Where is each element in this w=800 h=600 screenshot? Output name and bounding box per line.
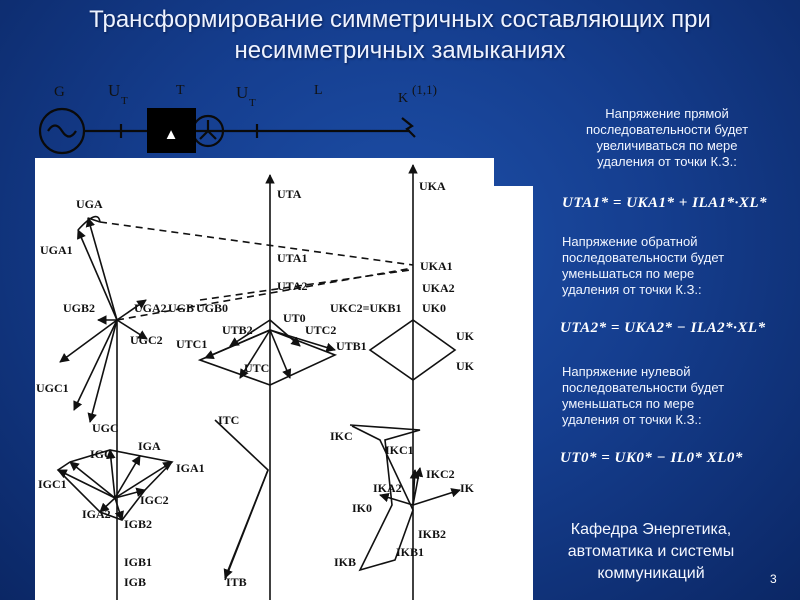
label-ikb: IKB <box>334 555 357 569</box>
label-ut0: UT0 <box>283 311 306 325</box>
note-zero <box>562 364 762 428</box>
label-ikc2: IKC2 <box>426 467 455 481</box>
label-itb: ITB <box>226 575 247 589</box>
formula-zero: UT0* = UK0* − IL0* XL0* <box>560 450 743 466</box>
label-utc1: UTC1 <box>176 337 208 351</box>
label-ukc2kb1: UKC2=UKB1 <box>330 301 402 315</box>
note-negative-l4: удаления от точки К.З.: <box>562 282 702 297</box>
label-uga1: UGA1 <box>40 243 73 257</box>
label-igc: IGC <box>90 447 113 461</box>
label-ika2: IKA2 <box>373 481 402 495</box>
title-line-1: Трансформирование симметричных составляющих при <box>89 6 711 33</box>
label-ugb: UGB <box>168 301 195 315</box>
label-igb1: IGB1 <box>124 555 153 569</box>
label-uta2: UTA2 <box>277 279 308 293</box>
formula-negative: UTA2* = UKA2* − ILA2*·XL* <box>560 320 766 336</box>
transformer-label: T <box>176 83 185 98</box>
label-uta: UTA <box>277 187 302 201</box>
note-positive <box>562 106 772 170</box>
label-igc2: IGC2 <box>140 493 169 507</box>
label-ikc: IKC <box>330 429 353 443</box>
label-ik: IK <box>460 481 475 495</box>
fault-type-label: (1,1) <box>412 82 437 97</box>
note-zero-l2: последовательности будет <box>562 380 725 395</box>
fault-point-label: K <box>398 91 409 106</box>
label-uk0: UK0 <box>422 301 446 315</box>
u-line-label: U <box>236 83 249 102</box>
label-uta1: UTA1 <box>277 251 308 265</box>
label-igb2: IGB2 <box>124 517 153 531</box>
note-zero-l4: удаления от точки К.З.: <box>562 412 702 427</box>
u-gen-sub: Т <box>121 95 128 107</box>
u-line-sub: T <box>249 97 256 109</box>
label-ikb1: IKB1 <box>396 545 425 559</box>
label-igc1: IGC1 <box>38 477 67 491</box>
label-ugc: UGC <box>92 421 119 435</box>
label-iga1: IGA1 <box>176 461 205 475</box>
note-zero-l3: уменьшаться по мере <box>562 396 695 411</box>
department-caption <box>543 519 759 585</box>
note-positive-l4: удаления от точки К.З.: <box>597 154 737 169</box>
title-line-2: несимметричных замыканиях <box>234 37 566 64</box>
note-negative-l3: уменьшаться по мере <box>562 266 695 281</box>
department-line-2: автоматика и системы <box>567 543 735 560</box>
note-positive-l2: последовательности будет <box>585 122 749 137</box>
label-igb: IGB <box>124 575 147 589</box>
label-utb2: UTB2 <box>222 323 253 337</box>
label-ugc2: UGC2 <box>130 333 163 347</box>
label-ugb0: UGB0 <box>196 301 229 315</box>
label-uka1: UKA1 <box>420 259 453 273</box>
label-uk-2: UK <box>456 359 474 373</box>
label-iga: IGA <box>138 439 161 453</box>
note-negative-l2: последовательности будет <box>562 250 725 265</box>
label-ikb2: IKB2 <box>418 527 447 541</box>
label-utb1: UTB1 <box>336 339 367 353</box>
label-ikc1: IKC1 <box>385 443 414 457</box>
label-uka2: UKA2 <box>422 281 455 295</box>
note-positive-l1: Напряжение прямой <box>605 106 729 121</box>
label-itc: ITC <box>218 413 240 427</box>
label-ugb2: UGB2 <box>63 301 96 315</box>
label-uk: UK <box>456 329 474 343</box>
label-uga: UGA <box>76 197 103 211</box>
department-line-3: коммуникаций <box>597 565 705 582</box>
note-zero-l1: Напряжение нулевой <box>562 364 691 379</box>
transformer-symbol: ▲ <box>163 127 179 143</box>
note-positive-l3: увеличиваться по мере <box>596 138 738 153</box>
formula-positive: UTA1* = UKA1* + ILA1*·XL* <box>562 195 768 211</box>
u-gen-label: U <box>108 81 121 100</box>
page-number: 3 <box>770 572 777 586</box>
note-negative <box>562 234 762 298</box>
generator-label: G <box>54 84 65 100</box>
label-uga2: UGA2 <box>134 301 167 315</box>
label-uka: UKA <box>419 179 446 193</box>
label-iga2: IGA2 <box>82 507 111 521</box>
label-utc: UTC <box>244 361 270 375</box>
department-line-1: Кафедра Энергетика, <box>570 521 732 538</box>
label-ik0: IK0 <box>352 501 373 515</box>
note-negative-l1: Напряжение обратной <box>562 234 698 249</box>
label-ugc1: UGC1 <box>36 381 69 395</box>
label-utc2: UTC2 <box>305 323 337 337</box>
line-label: L <box>314 83 323 98</box>
